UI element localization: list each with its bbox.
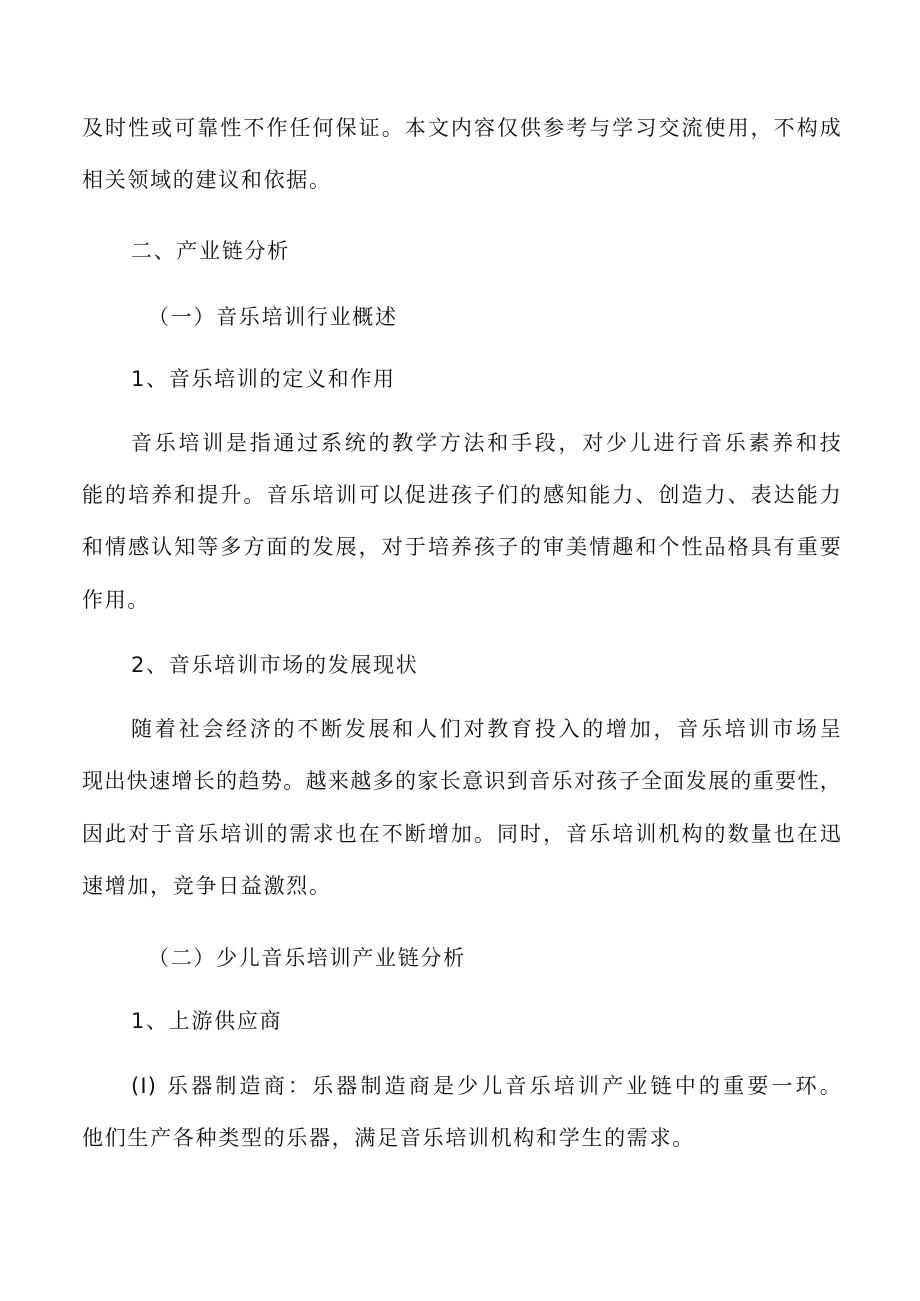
item-2-heading: 2、音乐培训市场的发展现状 [131, 653, 419, 677]
paragraph-line: 他们生产各种类型的乐器，满足音乐培训机构和学生的需求。 [82, 1126, 695, 1150]
upstream-heading: 1、上游供应商 [131, 1009, 283, 1033]
paragraph-line: 能的培养和提升。音乐培训可以促进孩子们的感知能力、创造力、表达能力 [82, 483, 842, 507]
subsection-2-title: （二）少儿音乐培训产业链分析 [148, 946, 466, 970]
paragraph-line: 和情感认知等多方面的发展，对于培养孩子的审美情趣和个性品格具有重要 [82, 535, 842, 559]
paragraph-line: 音乐培训是指通过系统的教学方法和手段，对少儿进行音乐素养和技 [131, 431, 842, 455]
paragraph-line: (I) 乐器制造商：乐器制造商是少儿音乐培训产业链中的重要一环。 [131, 1074, 842, 1098]
paragraph-line: 随着社会经济的不断发展和人们对教育投入的增加，音乐培训市场呈 [131, 717, 842, 741]
paragraph-line: 作用。 [82, 588, 151, 612]
subsection-1-title: （一）音乐培训行业概述 [148, 305, 398, 329]
intro-line-2: 相关领域的建议和依据。 [82, 168, 332, 192]
section-title: 二、产业链分析 [131, 239, 290, 263]
paragraph-line: 速增加，竞争日益激烈。 [82, 874, 332, 898]
paragraph-line: 现出快速增长的趋势。越来越多的家长意识到音乐对孩子全面发展的重要性， [82, 769, 842, 793]
item-1-heading: 1、音乐培训的定义和作用 [131, 367, 396, 391]
paragraph-line: 因此对于音乐培训的需求也在不断增加。同时，音乐培训机构的数量也在迅 [82, 822, 842, 846]
intro-line-1: 及时性或可靠性不作任何保证。本文内容仅供参考与学习交流使用，不构成 [82, 116, 842, 140]
